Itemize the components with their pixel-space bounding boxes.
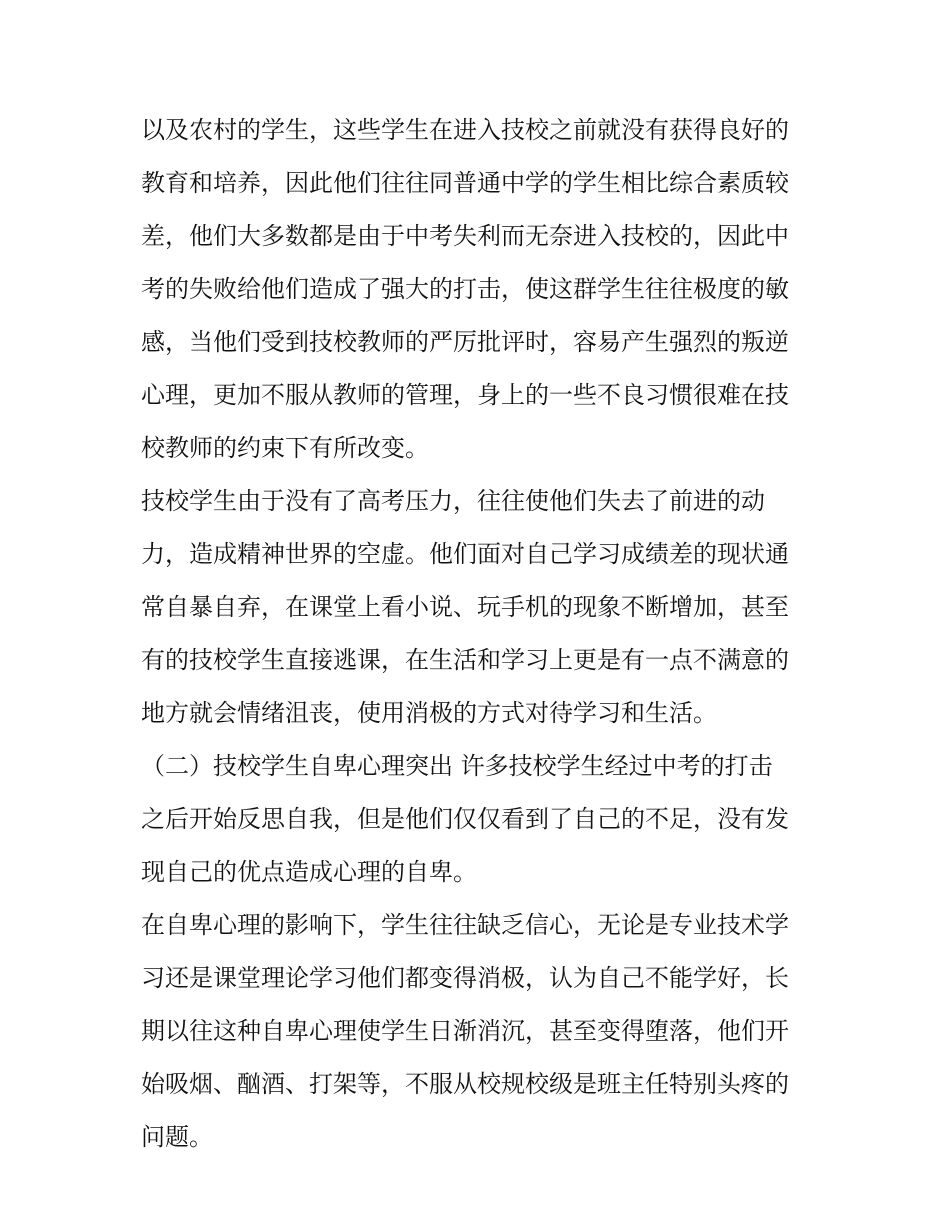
text-line: 在自卑心理的影响下，学生往往缺乏信心，无论是专业技术学 bbox=[141, 911, 789, 939]
text-line: 心理，更加不服从教师的管理，身上的一些不良习惯很难在技 bbox=[141, 381, 789, 409]
text-line: 常自暴自弃，在课堂上看小说、玩手机的现象不断增加，甚至 bbox=[141, 593, 789, 621]
text-line: 感，当他们受到技校教师的严厉批评时，容易产生强烈的叛逆 bbox=[141, 328, 789, 356]
text-line: 教育和培养，因此他们往往同普通中学的学生相比综合素质较 bbox=[141, 169, 789, 197]
text-line: 之后开始反思自我，但是他们仅仅看到了自己的不足，没有发 bbox=[141, 805, 789, 833]
text-line: 习还是课堂理论学习他们都变得消极，认为自己不能学好，长 bbox=[141, 964, 789, 992]
text-line: 力，造成精神世界的空虚。他们面对自己学习成绩差的现状通 bbox=[141, 540, 789, 568]
text-line: 始吸烟、酗酒、打架等，不服从校规校级是班主任特别头疼的 bbox=[141, 1070, 789, 1098]
text-line: 有的技校学生直接逃课，在生活和学习上更是有一点不满意的 bbox=[141, 646, 789, 674]
body-text bbox=[141, 108, 821, 1168]
text-line: 现自己的优点造成心理的自卑。 bbox=[141, 858, 477, 886]
text-line: 考的失败给他们造成了强大的打击，使这群学生往往极度的敏 bbox=[141, 275, 789, 303]
text-line: 以及农村的学生，这些学生在进入技校之前就没有获得良好的 bbox=[141, 116, 789, 144]
text-line: 校教师的约束下有所改变。 bbox=[141, 434, 429, 462]
text-line: 问题。 bbox=[141, 1123, 213, 1151]
text-line: 期以往这种自卑心理使学生日渐消沉，甚至变得堕落，他们开 bbox=[141, 1017, 789, 1045]
text-line: 差，他们大多数都是由于中考失利而无奈进入技校的，因此中 bbox=[141, 222, 789, 250]
text-line: 技校学生由于没有了高考压力，往往使他们失去了前进的动 bbox=[141, 487, 765, 515]
section-heading-line: （二）技校学生自卑心理突出 许多技校学生经过中考的打击 bbox=[141, 752, 773, 780]
text-line: 地方就会情绪沮丧，使用消极的方式对待学习和生活。 bbox=[141, 699, 717, 727]
